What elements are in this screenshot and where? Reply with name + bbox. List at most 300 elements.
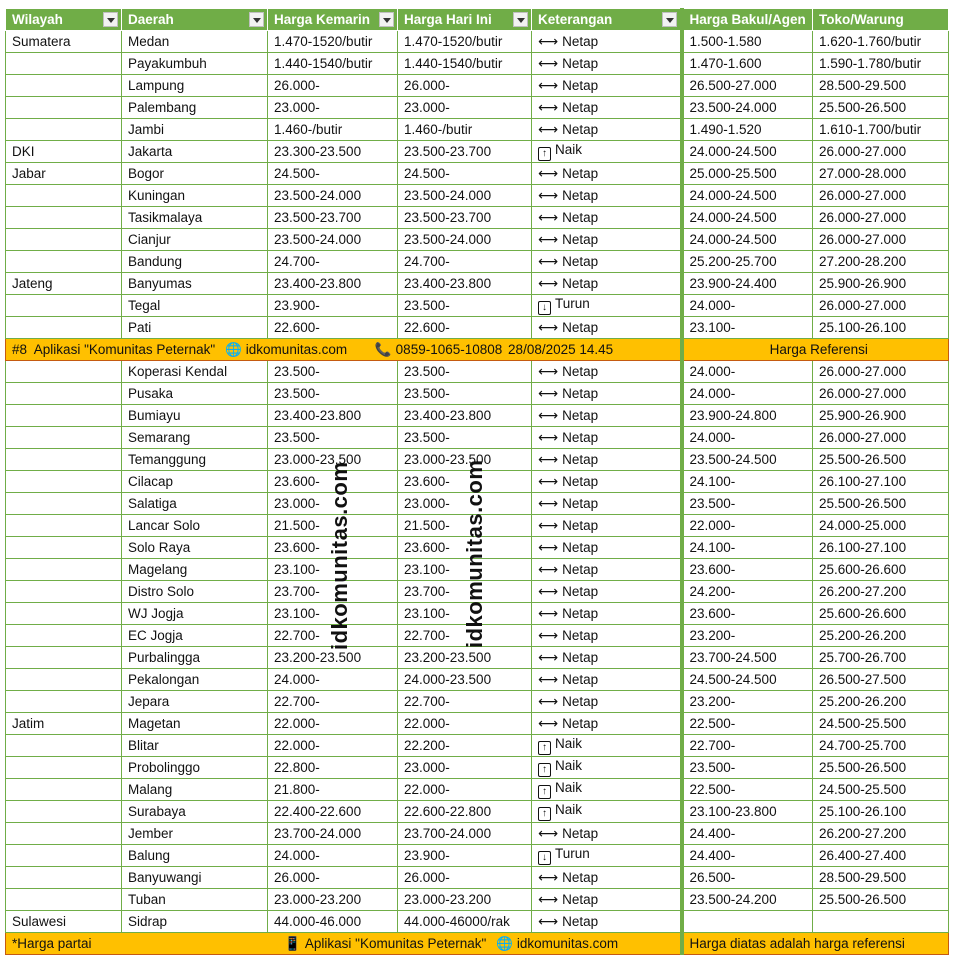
cell-keterangan xyxy=(532,471,682,493)
cell-daerah: Bumiayu xyxy=(122,405,268,427)
cell-toko-warung: 26.000-27.000 xyxy=(813,229,949,251)
cell-harga-hari-ini: 23.600- xyxy=(398,537,532,559)
status-label: Netap xyxy=(562,232,599,247)
filter-dropdown-icon[interactable] xyxy=(513,12,528,27)
cell-harga-bakul: 24.000-24.500 xyxy=(682,229,813,251)
status-label: Turun xyxy=(555,296,590,311)
table-row xyxy=(6,867,949,889)
status-label: Netap xyxy=(562,540,599,555)
table-row xyxy=(6,119,949,141)
cell-harga-kemarin: 23.500-24.000 xyxy=(268,185,398,207)
steady-arrow-icon: ⟷ xyxy=(538,187,559,203)
cell-keterangan xyxy=(532,691,682,713)
cell-harga-bakul: 23.600- xyxy=(682,559,813,581)
status-label: Netap xyxy=(562,452,599,467)
down-arrow-icon: ↓ xyxy=(538,301,551,315)
cell-wilayah xyxy=(6,405,122,427)
cell-wilayah xyxy=(6,97,122,119)
steady-arrow-icon: ⟷ xyxy=(538,33,559,49)
phone-icon: 📞 xyxy=(374,341,392,357)
steady-arrow-icon: ⟷ xyxy=(538,473,559,489)
table-row xyxy=(6,31,949,53)
cell-keterangan xyxy=(532,867,682,889)
cell-harga-bakul: 23.900-24.400 xyxy=(682,273,813,295)
cell-harga-hari-ini: 24.500- xyxy=(398,163,532,185)
footer-right: Harga diatas adalah harga referensi xyxy=(682,933,949,955)
status-label: Netap xyxy=(562,892,599,907)
cell-wilayah: Sumatera xyxy=(6,31,122,53)
banner-row xyxy=(6,339,949,361)
status-label: Netap xyxy=(562,496,599,511)
steady-arrow-icon: ⟷ xyxy=(538,671,559,687)
header-wilayah: Wilayah xyxy=(6,9,122,31)
cell-keterangan xyxy=(532,141,682,163)
steady-arrow-icon: ⟷ xyxy=(538,55,559,71)
cell-wilayah xyxy=(6,801,122,823)
table-row xyxy=(6,823,949,845)
up-arrow-icon: ↑ xyxy=(538,785,551,799)
banner-phone: 0859-1065-10808 xyxy=(395,341,503,357)
status-label: Netap xyxy=(562,386,599,401)
steady-arrow-icon: ⟷ xyxy=(538,253,559,269)
cell-harga-hari-ini: 26.000- xyxy=(398,75,532,97)
cell-daerah: Distro Solo xyxy=(122,581,268,603)
table-row xyxy=(6,691,949,713)
cell-harga-kemarin: 24.700- xyxy=(268,251,398,273)
steady-arrow-icon: ⟷ xyxy=(538,231,559,247)
cell-toko-warung: 24.500-25.500 xyxy=(813,713,949,735)
cell-daerah: Temanggung xyxy=(122,449,268,471)
cell-toko-warung: 25.600-26.600 xyxy=(813,603,949,625)
cell-wilayah xyxy=(6,625,122,647)
cell-harga-bakul: 24.000- xyxy=(682,383,813,405)
cell-wilayah xyxy=(6,427,122,449)
cell-harga-bakul: 24.500-24.500 xyxy=(682,669,813,691)
steady-arrow-icon: ⟷ xyxy=(538,451,559,467)
status-label: Netap xyxy=(562,122,599,137)
cell-harga-hari-ini: 44.000-46000/rak xyxy=(398,911,532,933)
cell-daerah: Cianjur xyxy=(122,229,268,251)
cell-harga-kemarin: 1.470-1520/butir xyxy=(268,31,398,53)
cell-harga-hari-ini: 1.440-1540/butir xyxy=(398,53,532,75)
status-label: Netap xyxy=(562,716,599,731)
table-row xyxy=(6,801,949,823)
cell-harga-bakul: 23.500-24.000 xyxy=(682,97,813,119)
cell-keterangan xyxy=(532,119,682,141)
cell-harga-kemarin: 23.100- xyxy=(268,559,398,581)
header-daerah: Daerah xyxy=(122,9,268,31)
table-row xyxy=(6,361,949,383)
cell-harga-bakul: 23.900-24.800 xyxy=(682,405,813,427)
globe-icon: 🌐 xyxy=(224,341,242,357)
banner-ref: Harga Referensi xyxy=(682,339,949,361)
cell-wilayah xyxy=(6,317,122,339)
cell-wilayah xyxy=(6,207,122,229)
cell-toko-warung: 26.000-27.000 xyxy=(813,141,949,163)
cell-harga-kemarin: 44.000-46.000 xyxy=(268,911,398,933)
up-arrow-icon: ↑ xyxy=(538,147,551,161)
header-toko-warung: Toko/Warung xyxy=(813,9,949,31)
cell-harga-bakul: 1.490-1.520 xyxy=(682,119,813,141)
cell-harga-bakul: 24.000-24.500 xyxy=(682,141,813,163)
cell-toko-warung: 25.600-26.600 xyxy=(813,559,949,581)
table-row xyxy=(6,163,949,185)
cell-keterangan xyxy=(532,273,682,295)
cell-wilayah xyxy=(6,845,122,867)
steady-arrow-icon: ⟷ xyxy=(538,627,559,643)
table-row xyxy=(6,779,949,801)
cell-harga-bakul: 24.100- xyxy=(682,537,813,559)
cell-daerah: Purbalingga xyxy=(122,647,268,669)
cell-harga-kemarin: 23.000- xyxy=(268,493,398,515)
cell-daerah: Jember xyxy=(122,823,268,845)
cell-harga-bakul: 24.000- xyxy=(682,295,813,317)
cell-harga-kemarin: 23.500-23.700 xyxy=(268,207,398,229)
cell-keterangan xyxy=(532,515,682,537)
cell-harga-bakul: 24.400- xyxy=(682,823,813,845)
status-label: Netap xyxy=(562,518,599,533)
status-label: Netap xyxy=(562,694,599,709)
steady-arrow-icon: ⟷ xyxy=(538,407,559,423)
cell-keterangan xyxy=(532,647,682,669)
cell-harga-bakul: 23.500- xyxy=(682,757,813,779)
status-label: Naik xyxy=(555,736,583,751)
cell-daerah: Lampung xyxy=(122,75,268,97)
cell-harga-bakul: 22.000- xyxy=(682,515,813,537)
steady-arrow-icon: ⟷ xyxy=(538,605,559,621)
cell-harga-kemarin: 21.800- xyxy=(268,779,398,801)
banner-site[interactable]: idkomunitas.com xyxy=(245,341,348,357)
cell-harga-hari-ini: 23.000-23.200 xyxy=(398,889,532,911)
cell-daerah: Tegal xyxy=(122,295,268,317)
cell-harga-bakul: 25.000-25.500 xyxy=(682,163,813,185)
cell-daerah: Banyuwangi xyxy=(122,867,268,889)
cell-daerah: Jakarta xyxy=(122,141,268,163)
cell-wilayah: Sulawesi xyxy=(6,911,122,933)
cell-toko-warung: 25.100-26.100 xyxy=(813,317,949,339)
cell-wilayah xyxy=(6,647,122,669)
cell-harga-bakul: 26.500-27.000 xyxy=(682,75,813,97)
status-label: Netap xyxy=(562,628,599,643)
steady-arrow-icon: ⟷ xyxy=(538,517,559,533)
cell-harga-bakul: 26.500- xyxy=(682,867,813,889)
cell-keterangan xyxy=(532,295,682,317)
header-keterangan: Keterangan xyxy=(532,9,682,31)
cell-keterangan xyxy=(532,911,682,933)
cell-harga-hari-ini: 23.500- xyxy=(398,295,532,317)
steady-arrow-icon: ⟷ xyxy=(538,319,559,335)
phone-app-icon: 📱 xyxy=(284,935,301,951)
steady-arrow-icon: ⟷ xyxy=(538,121,559,137)
up-arrow-icon: ↑ xyxy=(538,763,551,777)
table-row xyxy=(6,207,949,229)
status-label: Turun xyxy=(555,846,590,861)
cell-harga-kemarin: 22.700- xyxy=(268,691,398,713)
cell-harga-hari-ini: 23.000- xyxy=(398,493,532,515)
cell-toko-warung xyxy=(813,911,949,933)
cell-toko-warung: 25.500-26.500 xyxy=(813,889,949,911)
cell-keterangan xyxy=(532,845,682,867)
cell-daerah: Salatiga xyxy=(122,493,268,515)
banner-datetime: 28/08/2025 14.45 xyxy=(508,341,614,357)
cell-harga-kemarin: 22.000- xyxy=(268,735,398,757)
cell-wilayah xyxy=(6,361,122,383)
status-label: Naik xyxy=(555,142,583,157)
cell-harga-bakul: 24.000- xyxy=(682,361,813,383)
cell-harga-kemarin: 22.800- xyxy=(268,757,398,779)
cell-harga-hari-ini: 26.000- xyxy=(398,867,532,889)
cell-keterangan xyxy=(532,383,682,405)
cell-toko-warung: 26.000-27.000 xyxy=(813,383,949,405)
cell-toko-warung: 24.000-25.000 xyxy=(813,515,949,537)
cell-harga-hari-ini: 23.400-23.800 xyxy=(398,405,532,427)
cell-harga-hari-ini: 23.500-24.000 xyxy=(398,185,532,207)
cell-harga-kemarin: 21.500- xyxy=(268,515,398,537)
cell-harga-bakul: 24.100- xyxy=(682,471,813,493)
cell-harga-hari-ini: 24.700- xyxy=(398,251,532,273)
cell-harga-hari-ini: 23.100- xyxy=(398,559,532,581)
cell-wilayah: Jatim xyxy=(6,713,122,735)
cell-harga-hari-ini: 23.900- xyxy=(398,845,532,867)
cell-daerah: Probolinggo xyxy=(122,757,268,779)
status-label: Netap xyxy=(562,826,599,841)
steady-arrow-icon: ⟷ xyxy=(538,869,559,885)
cell-harga-hari-ini: 23.500-23.700 xyxy=(398,207,532,229)
cell-harga-kemarin: 23.700- xyxy=(268,581,398,603)
status-label: Netap xyxy=(562,56,599,71)
cell-wilayah xyxy=(6,471,122,493)
globe-icon: 🌐 xyxy=(496,935,513,951)
cell-daerah: Bogor xyxy=(122,163,268,185)
cell-daerah: Semarang xyxy=(122,427,268,449)
cell-harga-hari-ini: 23.500-24.000 xyxy=(398,229,532,251)
cell-harga-bakul: 22.700- xyxy=(682,735,813,757)
steady-arrow-icon: ⟷ xyxy=(538,913,559,929)
cell-daerah: Medan xyxy=(122,31,268,53)
table-row xyxy=(6,383,949,405)
cell-daerah: Pekalongan xyxy=(122,669,268,691)
cell-daerah: Bandung xyxy=(122,251,268,273)
header-harga-bakul: Harga Bakul/Agen xyxy=(682,9,813,31)
filter-dropdown-icon[interactable] xyxy=(662,12,677,27)
header-harga-kemarin: Harga Kemarin xyxy=(268,9,398,31)
up-arrow-icon: ↑ xyxy=(538,741,551,755)
table-row xyxy=(6,735,949,757)
status-label: Netap xyxy=(562,650,599,665)
cell-harga-hari-ini: 23.500-23.700 xyxy=(398,141,532,163)
status-label: Naik xyxy=(555,780,583,795)
cell-harga-kemarin: 23.600- xyxy=(268,537,398,559)
cell-keterangan xyxy=(532,163,682,185)
cell-wilayah xyxy=(6,735,122,757)
cell-harga-hari-ini: 22.000- xyxy=(398,713,532,735)
status-label: Netap xyxy=(562,474,599,489)
cell-harga-bakul: 23.500-24.200 xyxy=(682,889,813,911)
cell-daerah: Balung xyxy=(122,845,268,867)
status-label: Netap xyxy=(562,100,599,115)
filter-dropdown-icon[interactable] xyxy=(103,12,118,27)
cell-keterangan xyxy=(532,53,682,75)
cell-harga-hari-ini: 22.600- xyxy=(398,317,532,339)
cell-daerah: Lancar Solo xyxy=(122,515,268,537)
cell-wilayah: DKI xyxy=(6,141,122,163)
cell-wilayah xyxy=(6,889,122,911)
table-row xyxy=(6,757,949,779)
cell-harga-hari-ini: 22.700- xyxy=(398,625,532,647)
cell-toko-warung: 26.000-27.000 xyxy=(813,361,949,383)
cell-daerah: Malang xyxy=(122,779,268,801)
status-label: Netap xyxy=(562,870,599,885)
cell-keterangan xyxy=(532,185,682,207)
cell-wilayah xyxy=(6,691,122,713)
cell-harga-bakul xyxy=(682,911,813,933)
cell-toko-warung: 24.700-25.700 xyxy=(813,735,949,757)
cell-harga-hari-ini: 23.100- xyxy=(398,603,532,625)
status-label: Netap xyxy=(562,562,599,577)
cell-daerah: Magelang xyxy=(122,559,268,581)
cell-wilayah xyxy=(6,603,122,625)
cell-toko-warung: 26.000-27.000 xyxy=(813,427,949,449)
cell-toko-warung: 26.000-27.000 xyxy=(813,295,949,317)
steady-arrow-icon: ⟷ xyxy=(538,77,559,93)
watermark-1: idkomunitas.com xyxy=(327,461,352,650)
table-row xyxy=(6,141,949,163)
steady-arrow-icon: ⟷ xyxy=(538,495,559,511)
cell-toko-warung: 25.900-26.900 xyxy=(813,273,949,295)
banner-app: Aplikasi "Komunitas Peternak" xyxy=(33,341,216,357)
steady-arrow-icon: ⟷ xyxy=(538,583,559,599)
cell-harga-kemarin: 22.600- xyxy=(268,317,398,339)
status-label: Netap xyxy=(562,166,599,181)
cell-harga-bakul: 22.500- xyxy=(682,713,813,735)
cell-keterangan xyxy=(532,537,682,559)
cell-harga-bakul: 23.500-24.500 xyxy=(682,449,813,471)
cell-harga-bakul: 23.200- xyxy=(682,625,813,647)
table-row xyxy=(6,295,949,317)
table-row xyxy=(6,251,949,273)
table-row xyxy=(6,845,949,867)
cell-harga-kemarin: 23.500- xyxy=(268,383,398,405)
cell-harga-hari-ini: 23.600- xyxy=(398,471,532,493)
cell-harga-bakul: 24.000-24.500 xyxy=(682,207,813,229)
cell-harga-bakul: 23.700-24.500 xyxy=(682,647,813,669)
cell-harga-kemarin: 23.000- xyxy=(268,97,398,119)
cell-harga-hari-ini: 23.400-23.800 xyxy=(398,273,532,295)
table-row xyxy=(6,53,949,75)
cell-toko-warung: 26.500-27.500 xyxy=(813,669,949,691)
cell-keterangan xyxy=(532,581,682,603)
steady-arrow-icon: ⟷ xyxy=(538,693,559,709)
cell-daerah: Kuningan xyxy=(122,185,268,207)
cell-harga-bakul: 22.500- xyxy=(682,779,813,801)
status-label: Netap xyxy=(562,78,599,93)
cell-harga-bakul: 1.500-1.580 xyxy=(682,31,813,53)
cell-toko-warung: 25.500-26.500 xyxy=(813,493,949,515)
cell-wilayah xyxy=(6,515,122,537)
cell-harga-hari-ini: 23.700-24.000 xyxy=(398,823,532,845)
cell-harga-kemarin: 23.500- xyxy=(268,427,398,449)
cell-wilayah xyxy=(6,867,122,889)
steady-arrow-icon: ⟷ xyxy=(538,165,559,181)
cell-keterangan xyxy=(532,757,682,779)
cell-harga-kemarin: 23.600- xyxy=(268,471,398,493)
cell-harga-bakul: 23.600- xyxy=(682,603,813,625)
cell-daerah: Magetan xyxy=(122,713,268,735)
status-label: Netap xyxy=(562,364,599,379)
cell-toko-warung: 25.500-26.500 xyxy=(813,97,949,119)
cell-daerah: Tuban xyxy=(122,889,268,911)
cell-keterangan xyxy=(532,713,682,735)
header-harga-hari-ini: Harga Hari Ini xyxy=(398,9,532,31)
cell-harga-bakul: 24.200- xyxy=(682,581,813,603)
status-label: Netap xyxy=(562,254,599,269)
cell-keterangan xyxy=(532,449,682,471)
footer-app: Aplikasi "Komunitas Peternak" xyxy=(304,935,487,951)
cell-harga-hari-ini: 1.460-/butir xyxy=(398,119,532,141)
cell-keterangan xyxy=(532,493,682,515)
cell-harga-hari-ini: 23.700- xyxy=(398,581,532,603)
steady-arrow-icon: ⟷ xyxy=(538,275,559,291)
cell-daerah: Pusaka xyxy=(122,383,268,405)
filter-dropdown-icon[interactable] xyxy=(379,12,394,27)
cell-harga-bakul: 1.470-1.600 xyxy=(682,53,813,75)
cell-harga-kemarin: 23.200-23.500 xyxy=(268,647,398,669)
cell-toko-warung: 25.700-26.700 xyxy=(813,647,949,669)
cell-keterangan xyxy=(532,823,682,845)
cell-harga-hari-ini: 22.600-22.800 xyxy=(398,801,532,823)
steady-arrow-icon: ⟷ xyxy=(538,99,559,115)
cell-harga-bakul: 23.100- xyxy=(682,317,813,339)
table-row xyxy=(6,229,949,251)
cell-wilayah xyxy=(6,581,122,603)
down-arrow-icon: ↓ xyxy=(538,851,551,865)
cell-toko-warung: 27.200-28.200 xyxy=(813,251,949,273)
cell-daerah: Sidrap xyxy=(122,911,268,933)
cell-harga-kemarin: 26.000- xyxy=(268,867,398,889)
cell-keterangan xyxy=(532,317,682,339)
cell-harga-hari-ini: 23.200-23.500 xyxy=(398,647,532,669)
filter-dropdown-icon[interactable] xyxy=(249,12,264,27)
steady-arrow-icon: ⟷ xyxy=(538,363,559,379)
cell-wilayah xyxy=(6,757,122,779)
cell-daerah: Tasikmalaya xyxy=(122,207,268,229)
cell-harga-hari-ini: 23.000-23.500 xyxy=(398,449,532,471)
footer-site[interactable]: idkomunitas.com xyxy=(516,935,619,951)
cell-keterangan xyxy=(532,31,682,53)
cell-wilayah xyxy=(6,537,122,559)
cell-daerah: Cilacap xyxy=(122,471,268,493)
cell-toko-warung: 25.500-26.500 xyxy=(813,757,949,779)
table-row xyxy=(6,273,949,295)
cell-harga-kemarin: 1.440-1540/butir xyxy=(268,53,398,75)
cell-toko-warung: 28.500-29.500 xyxy=(813,867,949,889)
steady-arrow-icon: ⟷ xyxy=(538,715,559,731)
steady-arrow-icon: ⟷ xyxy=(538,429,559,445)
cell-keterangan xyxy=(532,801,682,823)
table-row xyxy=(6,97,949,119)
table-row xyxy=(6,185,949,207)
cell-harga-kemarin: 24.000- xyxy=(268,669,398,691)
cell-harga-bakul: 24.400- xyxy=(682,845,813,867)
footer-info xyxy=(6,933,682,955)
cell-daerah: EC Jogja xyxy=(122,625,268,647)
cell-harga-kemarin: 23.500- xyxy=(268,361,398,383)
cell-keterangan xyxy=(532,559,682,581)
cell-harga-hari-ini: 1.470-1520/butir xyxy=(398,31,532,53)
cell-wilayah xyxy=(6,75,122,97)
cell-wilayah xyxy=(6,295,122,317)
cell-wilayah xyxy=(6,449,122,471)
